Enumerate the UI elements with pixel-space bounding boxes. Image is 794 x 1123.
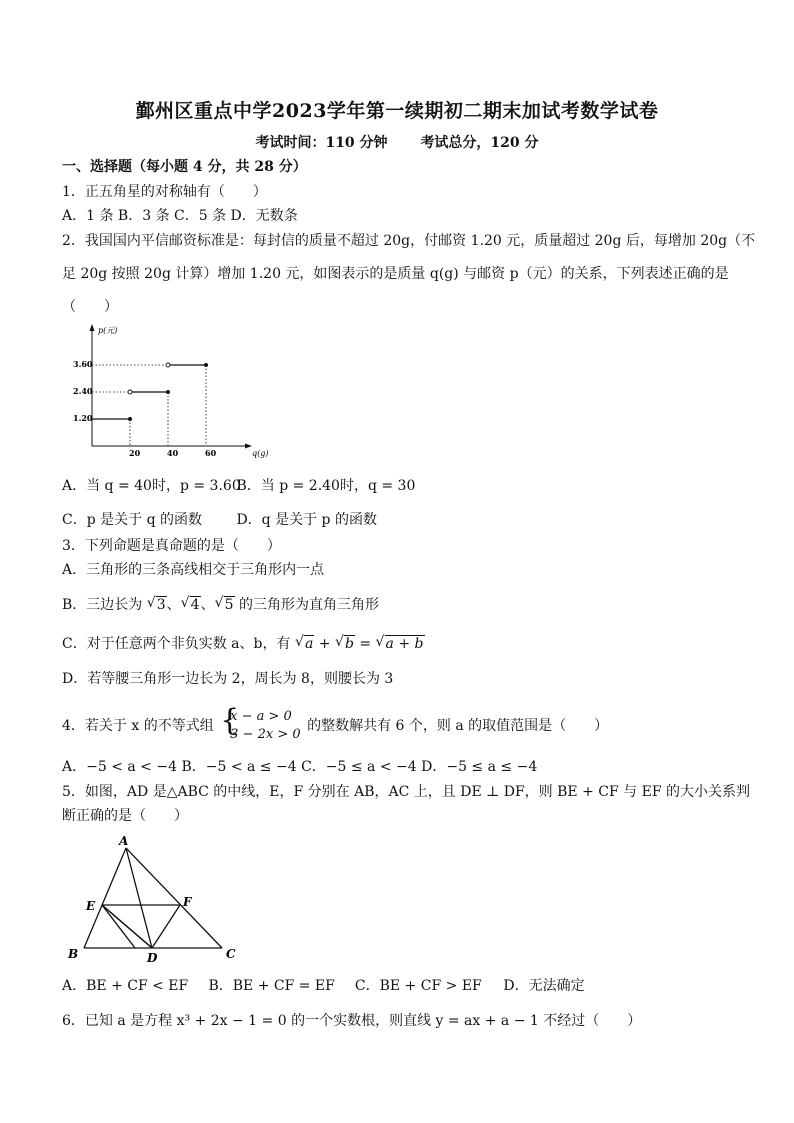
segment-ad bbox=[126, 848, 152, 948]
q3-option-b: B．三边长为 √ 3、√ 4、√ 5 的三角形为直角三角形 bbox=[62, 595, 742, 615]
q5-options bbox=[62, 976, 742, 996]
sqrt-5: √ 5 bbox=[215, 595, 235, 615]
q4-stem-prefix: 4．若关于 x 的不等式组 bbox=[62, 718, 214, 734]
inequality-1: x − a > 0 bbox=[230, 709, 292, 724]
brace-icon: { bbox=[220, 703, 240, 738]
q5-option-a: A．BE + CF < EF bbox=[62, 978, 189, 994]
q4-stem-suffix: 的整数解共有 6 个，则 a 的取值范围是（ ） bbox=[307, 718, 609, 734]
closed-point-1 bbox=[166, 390, 170, 394]
q1-options: A．1 条 B．3 条 C．5 条 D．无数条 bbox=[62, 208, 298, 224]
q2-options-ab bbox=[62, 476, 742, 496]
q5-option-c: C．BE + CF > EF bbox=[354, 978, 482, 994]
label-c: C bbox=[226, 947, 236, 961]
closed-point-2 bbox=[204, 363, 208, 367]
y-tick-label-3.60: 3.60 bbox=[73, 359, 93, 369]
x-tick-label-20: 20 bbox=[129, 448, 141, 458]
q5-line2: 断正确的是（ ） bbox=[62, 808, 188, 824]
segment-ab bbox=[84, 848, 126, 948]
q5-option-d: D．无法确定 bbox=[503, 978, 585, 994]
q3-option-c: C．对于任意两个非负实数 a、b，有 √ a + √ b = √ a + b bbox=[62, 634, 742, 654]
q5-line1: 5．如图，AD 是△ABC 的中线，E，F 分别在 AB，AC 上，且 DE ⊥ DF，则 BE + CF 与 EF 的大小关系判 bbox=[62, 784, 750, 800]
sqrt-b: √ b bbox=[335, 634, 355, 654]
page-title: 鄞州区重点中学2023学年第一续期初二期末加试考数学试卷 bbox=[135, 100, 659, 122]
label-a: A bbox=[119, 834, 129, 848]
section-heading: 一、选择题（每小题 4 分，共 28 分） bbox=[62, 159, 307, 175]
sqrt-4: √ 4 bbox=[181, 595, 201, 615]
label-f: F bbox=[183, 895, 192, 909]
open-point-2 bbox=[166, 363, 170, 367]
q6-stem: 6．已知 a 是方程 x³ + 2x − 1 = 0 的一个实数根，则直线 y = ax + a − 1 不经过（ ） bbox=[62, 1013, 642, 1029]
q2-line1: 2．我国国内平信邮资标准是：每封信的质量不超过 20g，付邮资 1.20 元，质量超过 20g 后，每增加 20g（不 bbox=[62, 233, 756, 249]
x-tick-label-60: 60 bbox=[205, 448, 217, 458]
exam-score: 考试总分，120 分 bbox=[420, 135, 539, 151]
q3-option-b-prefix: B．三边长为 bbox=[62, 597, 143, 613]
q3-option-d: D．若等腰三角形一边长为 2，周长为 8，则腰长为 3 bbox=[62, 671, 394, 687]
y-tick-label-2.40: 2.40 bbox=[73, 386, 93, 396]
inequality-system bbox=[220, 703, 301, 744]
segment-be-extra bbox=[102, 905, 152, 948]
sqrt-a-plus-b: √ a + b bbox=[376, 634, 425, 654]
q2-option-d: D．q 是关于 p 的函数 bbox=[236, 512, 377, 528]
q3-stem: 3．下列命题是真命题的是（ ） bbox=[62, 538, 281, 554]
q3-option-a: A．三角形的三条高线相交于三角形内一点 bbox=[62, 562, 325, 578]
exam-info bbox=[0, 132, 794, 152]
q3-option-c-prefix: C．对于任意两个非负实数 a、b，有 bbox=[62, 636, 291, 652]
q2-option-c: C．p 是关于 q 的函数 bbox=[62, 512, 202, 528]
closed-point-0 bbox=[128, 417, 132, 421]
x-axis-arrow bbox=[245, 444, 252, 449]
sqrt-3: √ 3 bbox=[147, 595, 167, 615]
q4-stem bbox=[62, 703, 742, 744]
q2-options-cd bbox=[62, 510, 742, 530]
x-axis-label: q(g) bbox=[252, 449, 269, 458]
q2-line3: （ ） bbox=[62, 299, 118, 315]
q2-line2: 足 20g 按照 20g 计算）增加 1.20 元，如图表示的是质量 q(g) 与邮资 p（元）的关系，下列表述正确的是 bbox=[62, 266, 729, 282]
q1-stem: 1．正五角星的对称轴有（ ） bbox=[62, 184, 267, 200]
inequality-2: 3 − 2x > 0 bbox=[230, 727, 301, 742]
q4-options: A．−5 < a < −4 B．−5 < a ≤ −4 C．−5 ≤ a < −4 D．−5 ≤ a ≤ −4 bbox=[62, 759, 538, 775]
label-b: B bbox=[68, 947, 79, 961]
q2-option-a: A．当 q = 40时，p = 3.60 bbox=[62, 478, 241, 494]
q5-option-b: B．BE + CF = EF bbox=[208, 978, 335, 994]
label-e: E bbox=[86, 899, 96, 913]
open-point-1 bbox=[128, 390, 132, 394]
q3-option-b-suffix: 的三角形为直角三角形 bbox=[238, 597, 379, 613]
segment-ac bbox=[126, 848, 222, 948]
q2-option-b: B．当 p = 2.40时，q = 30 bbox=[236, 478, 416, 494]
label-d: D bbox=[147, 951, 158, 964]
y-axis-label: p(元) bbox=[98, 326, 118, 335]
sqrt-a: √ a bbox=[295, 634, 314, 654]
segment-ed bbox=[102, 905, 135, 948]
q5-triangle-figure bbox=[62, 834, 252, 964]
y-tick-label-1.20: 1.20 bbox=[73, 413, 93, 423]
segment-df bbox=[152, 905, 180, 948]
x-tick-label-40: 40 bbox=[167, 448, 179, 458]
q2-step-chart bbox=[66, 322, 276, 462]
exam-time: 考试时间：110 分钟 bbox=[255, 135, 388, 151]
y-axis-arrow bbox=[90, 324, 95, 331]
